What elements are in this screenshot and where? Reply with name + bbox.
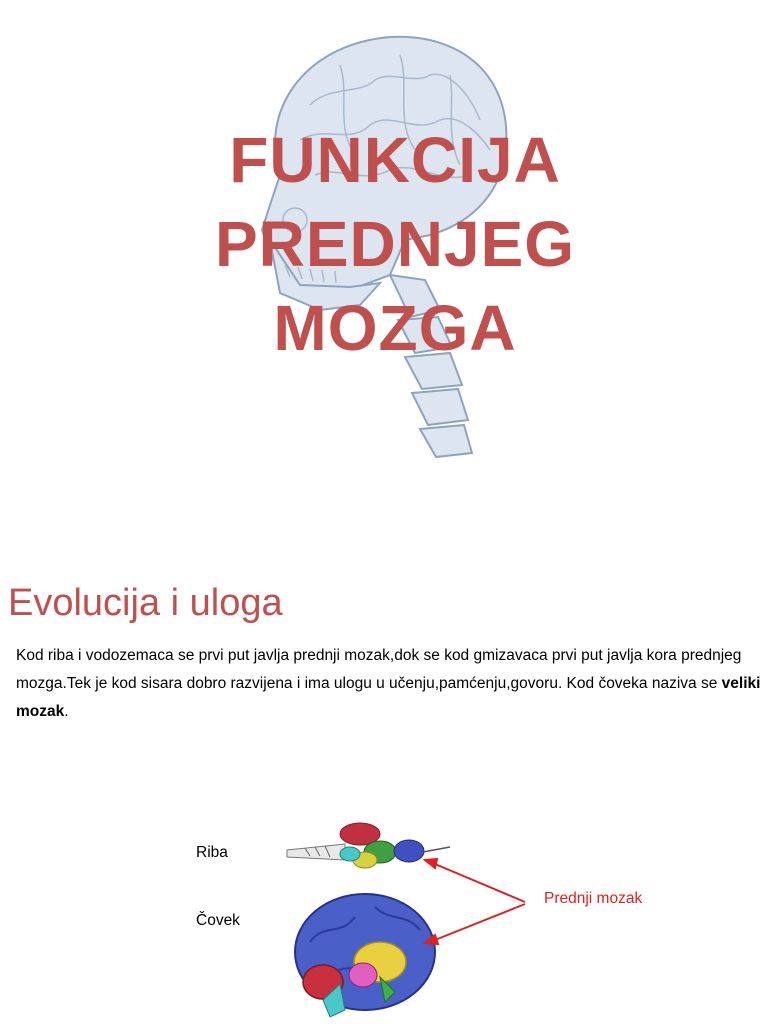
brain-comparison-figure	[285, 812, 545, 1024]
title-line-3: MOZGA	[273, 292, 517, 364]
forebrain-label: Prednji mozak	[544, 890, 643, 907]
human-brain-illustration	[295, 894, 435, 1017]
slide-title	[150, 118, 640, 370]
title-line-2: PREDNJEG	[214, 208, 576, 280]
paragraph-end: .	[64, 703, 69, 720]
paragraph-bold-term: veliki mozak	[16, 675, 761, 720]
forebrain-arrows	[425, 859, 525, 944]
title-line-1: FUNKCIJA	[229, 124, 561, 196]
body-paragraph	[16, 642, 761, 726]
section-heading: Evolucija i uloga	[8, 582, 283, 624]
human-label: Čovek	[196, 912, 240, 929]
content-slide	[0, 512, 768, 1024]
paragraph-text: Kod riba i vodozemaca se prvi put javlja prednji mozak,dok se kod gmizavaca prvi put javlja kora prednjeg mozga.Tek je kod sisara dobro razvijena i ima ulogu u učenju,pamćenju,govoru. Kod čoveka naziva se	[16, 647, 742, 692]
fish-label: Riba	[196, 844, 228, 861]
